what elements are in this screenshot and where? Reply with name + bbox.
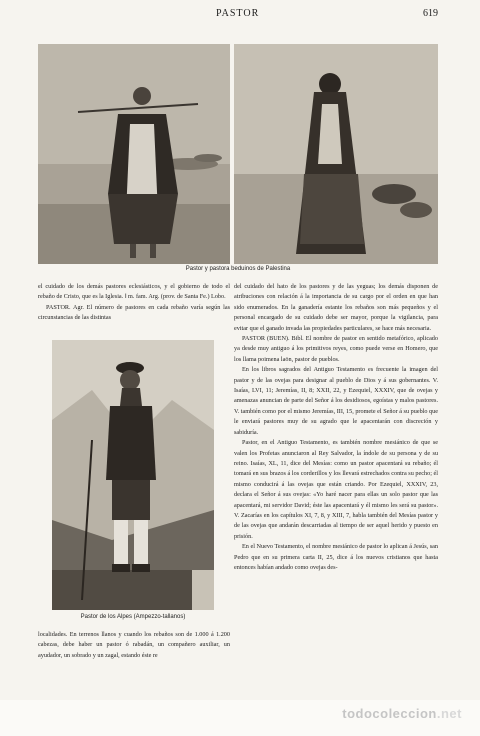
paragraph: En el Nuevo Testamento, el nombre mesiánico de pastor lo aplican á Jesús, san Pedro que en su primera carta II, 25, dice á los nuevos cristianos que hasta entonces habían andado como ovejas des- <box>234 543 438 571</box>
left-column-top <box>38 282 230 324</box>
watermark-suffix: .net <box>436 706 462 721</box>
photo-bedouin-shepherd <box>38 44 230 264</box>
paragraph: el cuidado de los demás pastores eclesiásticos, y el gobierno de todo el rebaño de Cristo, que es la Iglesia. ‖ m. fam. Arg. (prov. de Santa Fe.) Lobo. <box>38 283 230 301</box>
page-number: 619 <box>423 8 438 19</box>
watermark-logo <box>342 706 462 721</box>
top-figure-caption: Pastor y pastora beduinos de Palestina <box>185 266 291 272</box>
page-header <box>38 8 438 22</box>
running-title: PASTOR <box>216 8 260 19</box>
paragraph: En los libros sagrados del Antiguo Testamento es frecuente la imagen del pastor y de las ovejas para designar al pueblo de Dios y á sus gobernantes. V. Isaías, LVI, 11; Jeremías, II, 8; XXII, 22, y Ezequiel, XXXIV, que de ovejas y amenazas anuncian de parte del Señor á los desidiosos, egoístas y malos pastores. V. también como por el mismo Jeremías, III, 15, promete el Señor á su pueblo que le enviará pastores muy de su agrado que le apacentarán con discreción y sabiduría. <box>234 366 438 436</box>
right-column <box>234 282 438 573</box>
paragraph: del cuidado del hato de los pastores y de las yeguas; los demás disponen de atribuciones con relación á la importancia de su cargo por el orden en que han sido enumerados. En la ganadería estante los rebaños son más pequeños y el personal encargado de su cuidado debe ser mayor, porque la vigilancia, para evitar que el ganado invada las propiedades particulares, se hace más necesaria. <box>234 283 438 332</box>
paragraph: PASTOR. Agr. El número de pastores en cada rebaño varía según las circunstancias de las distintas <box>38 303 230 322</box>
watermark-brand: todocoleccion <box>342 706 437 721</box>
paragraph: Pastor, en el Antiguo Testamento, es también nombre mesiánico de que se valen los Profetas anunciaron al Rey Salvador, la índole de su persona y de su reino. Isaías, XL, 11, dice del Mesías: como un pastor apacentará su rebaño; él tomará en sus brazos á los corderillos y los llevará estrechados contra su pecho; él mismo conducirá á las ovejas que están criando. Por Ezequiel, XXXIV, 23, declara el Señor á sus ovejas: «Yo haré nacer para ellas un solo pastor que las apacentará, mi servidor David; éste las apacentará y él mismo les será su pastor». V. Zacarías en los capítulos XI, 7, 8, y XIII, 7, habla también del Mesías pastor y de las ovejas que andarán descarriadas al tiempo de ser aquel herido y puesto en prisión. <box>234 439 438 540</box>
photo-alpine-shepherd <box>52 340 214 610</box>
left-figure-caption: Pastor de los Alpes (Ampezzo-tallanos) <box>80 614 186 620</box>
photo-bedouin-shepherdess <box>234 44 438 264</box>
paragraph: localidades. En terrenos llanos y cuando los rebaños son de 1.000 á 1.200 cabezas, debe haber un pastor ó rabadán, un compañero auxiliar, un ayudador, un sobrado y un zagal, estando éste re <box>38 631 230 659</box>
paragraph: PASTOR (BUEN). Bibl. El nombre de pastor en sentido metafórico, aplicado ya desde muy antiguo á los primitivos reyes, como puede verse en Homero, que los llama poimena laōn, pastor de pueblos. <box>234 335 438 363</box>
left-column-bottom <box>38 630 230 661</box>
